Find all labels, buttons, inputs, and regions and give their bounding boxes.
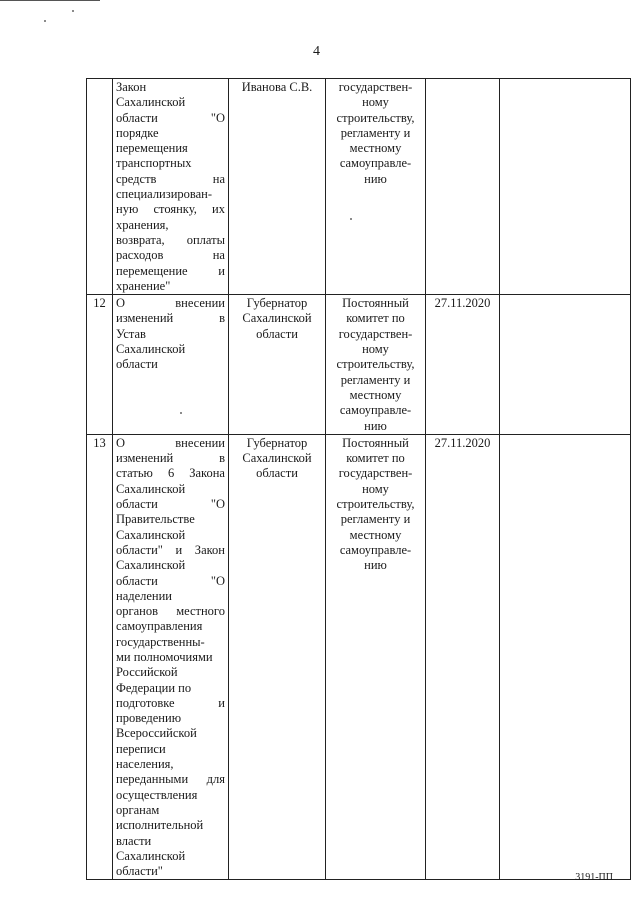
initiator-line: Иванова С.В. [241,80,313,94]
date-cell: 27.11.2020 [426,295,500,435]
bill-title-line: Сахалинской [116,558,186,573]
bill-title-line: области" и Закон [116,542,225,557]
committee-line: ному [362,342,389,357]
bill-title-line: порядке [116,125,159,140]
notes-cell [500,79,631,295]
bill-title-line: ми полномочиями [116,649,213,664]
initiator-line: Сахалинской [242,311,312,326]
row-number: 12 [87,295,113,435]
committee-cell [326,79,426,295]
date-cell: 27.11.2020 [426,434,500,880]
committee-line: самоуправле- [339,156,412,171]
bill-title-line: органам [116,802,160,817]
page-number: 4 [313,44,320,59]
bill-title-line: изменений в [116,451,225,466]
bill-title-line: Правительстве [116,512,195,527]
bill-title-line: области "О [116,573,225,588]
bill-title-line: Федерации по [116,680,192,695]
bill-title-line: подготовке и [116,695,225,710]
bill-title-line: Закон [116,80,147,94]
bill-title-line: переданными для [116,772,225,787]
committee-line: регламенту и [340,372,411,387]
notes-cell [500,295,631,435]
bill-title-line: власти [116,833,152,848]
committee-line: нию [364,418,387,433]
bill-title-line: Сахалинской [116,481,186,496]
table-row [87,79,631,295]
committee-line: государствен- [338,80,413,94]
bill-title-line: специализирован- [116,187,213,202]
bill-title-line: области "О [116,110,225,125]
committee-line: регламенту и [340,512,411,527]
scan-speck [180,412,182,414]
committee-line: Постоянный [342,296,409,311]
bill-title-line: транспортных [116,156,192,171]
agenda-table-body [87,79,631,880]
agenda-table [86,78,631,880]
bill-title-line: переписи [116,741,166,756]
bill-title-line: самоуправления [116,619,203,634]
committee-line: государствен- [338,326,413,341]
bill-title-line: изменений в [116,311,225,326]
bill-title-line: Сахалинской [116,848,186,863]
bill-title-cell [113,295,229,435]
bill-title-line: перемещения [116,141,188,156]
bill-title-line: хранение" [116,278,171,293]
bill-title-line: О внесении [116,296,225,311]
committee-line: строительству, [336,110,415,125]
bill-title-line: Сахалинской [116,342,186,357]
committee-line: Постоянный [342,435,409,450]
document-code: 3191-ПП [575,872,613,883]
committee-line: нию [364,558,387,573]
initiator-line: Сахалинской [242,451,312,466]
bill-title-line: населения, [116,757,174,772]
row-number: 13 [87,434,113,880]
notes-cell [500,434,631,880]
committee-line: местному [349,387,402,402]
committee-line: регламенту и [340,125,411,140]
bill-title-line: проведению [116,711,182,726]
initiator-cell [229,79,326,295]
initiator-line: Губернатор [246,296,308,311]
bill-title-line: Российской [116,665,178,680]
committee-line: самоуправле- [339,403,412,418]
scan-edge-line [0,0,100,1]
bill-title-line: Сахалинской [116,527,186,542]
bill-title-line: Всероссийской [116,726,197,741]
bill-title-line: наделении [116,588,172,603]
scan-speck [44,20,46,22]
committee-line: строительству, [336,357,415,372]
bill-title-line: хранения, [116,217,169,232]
bill-title-line: перемещение и [116,263,225,278]
committee-line: комитет по [346,451,405,466]
bill-title-cell [113,434,229,880]
committee-line: самоуправле- [339,542,412,557]
bill-title-line: области [116,357,158,372]
committee-line: государствен- [338,466,413,481]
bill-title-line: государственны- [116,634,205,649]
bill-title-line: органов местного [116,604,225,619]
committee-line: комитет по [346,311,405,326]
bill-title-line: расходов на [116,248,225,263]
committee-line: местному [349,527,402,542]
table-row [87,434,631,880]
bill-title-line: Сахалинской [116,95,186,110]
bill-title-line: ную стоянку, их [116,202,225,217]
bill-title-line: О внесении [116,435,225,450]
committee-line: строительству, [336,497,415,512]
bill-title-line: области "О [116,497,225,512]
committee-line: ному [362,481,389,496]
committee-line: местному [349,141,402,156]
bill-title-line: возврата, оплаты [116,232,225,247]
bill-title-line: Устав [116,326,146,341]
committee-line: ному [362,95,389,110]
bill-title-line: статью 6 Закона [116,466,225,481]
bill-title-cell [113,79,229,295]
bill-title-line: области" [116,864,163,879]
scan-speck [72,10,74,12]
committee-cell [326,434,426,880]
initiator-line: области [256,466,298,481]
table-row [87,295,631,435]
initiator-line: Губернатор [246,435,308,450]
row-number [87,79,113,295]
committee-cell [326,295,426,435]
initiator-line: области [256,326,298,341]
bill-title-line: исполнительной [116,818,204,833]
initiator-cell [229,434,326,880]
scan-speck [350,218,352,220]
initiator-cell [229,295,326,435]
bill-title-line: средств на [116,171,225,186]
date-cell [426,79,500,295]
committee-line: нию [364,171,387,186]
bill-title-line: осуществления [116,787,198,802]
